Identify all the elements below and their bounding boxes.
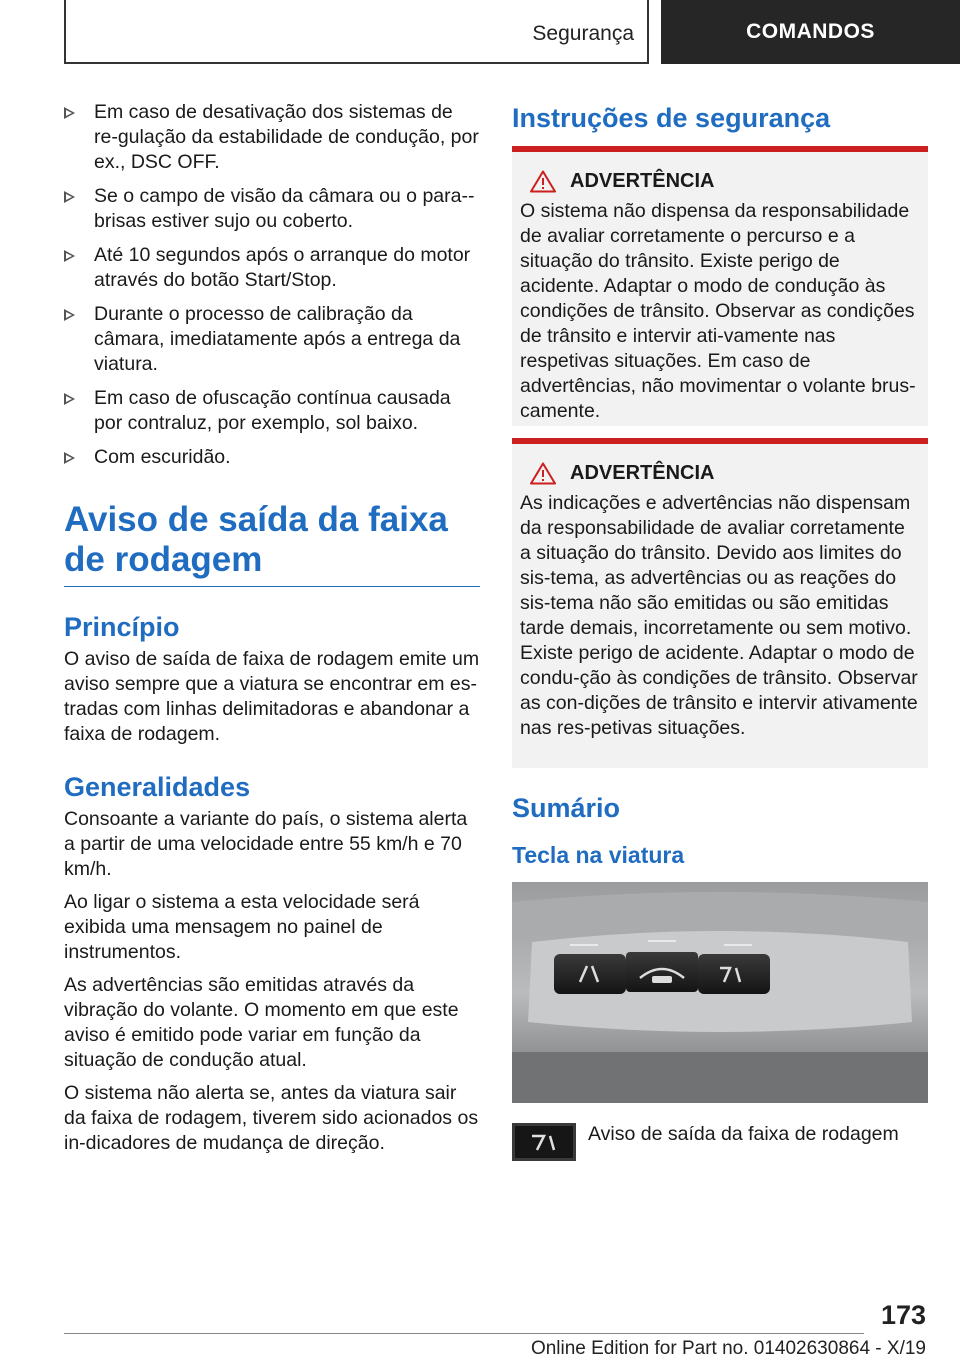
list-item: Em caso de desativação dos sistemas de re-gulação da estabilidade de condução, por ex., DSC OFF.: [64, 100, 480, 175]
button-panel-photo: [512, 882, 928, 1103]
warning-header: [520, 462, 920, 485]
warning-header: [520, 170, 920, 193]
sumario-heading: Sumário: [512, 793, 621, 823]
principio-heading: Princípio: [64, 612, 180, 642]
triangle-bullet-icon: [64, 191, 75, 203]
legend-label: Aviso de saída da faixa de rodagem: [588, 1123, 899, 1145]
footer-edition: Online Edition for Part no. 01402630864 - X/19: [530, 1338, 926, 1359]
triangle-bullet-icon: [64, 452, 75, 464]
triangle-bullet-icon: [64, 309, 75, 321]
generalidades-paragraph: O sistema não alerta se, antes da viatura sair da faixa de rodagem, tiverem sido acionados os in-dicadores de mudança de direção.: [64, 1082, 479, 1154]
header-section-title: Segurança: [532, 22, 634, 45]
condition-list: [64, 100, 480, 470]
safety-heading: Instruções de segurança: [512, 103, 831, 133]
warning-text: As indicações e advertências não dispensam da responsabilidade de avaliar corretamente a situação do trânsito. Devido aos limites do sis-tema, as advertências ou as reações do sis-tema não são emitidas ou são emitidas tarde demais, incorretamente ou sem motivo. Existe perigo de acidente. Adaptar o modo de condu-ção às condições de trânsito. Observar as con-dições de trânsito e intervir ativamente nas res-petivas situações.: [520, 492, 918, 739]
header-chapter-tab: COMANDOS: [661, 0, 960, 64]
legend-row: [512, 1123, 928, 1161]
tecla-heading: Tecla na viatura: [512, 842, 685, 868]
triangle-bullet-icon: [64, 393, 75, 405]
principio-text: O aviso de saída de faixa de rodagem emite um aviso sempre que a viatura se encontrar em es-tradas com linhas delimitadoras e abandonar a faixa de rodagem.: [64, 648, 480, 745]
footer-divider: [64, 1333, 864, 1334]
list-item: Em caso de ofuscação contínua causada por contraluz, por exemplo, sol baixo.: [64, 386, 480, 436]
page-number: 173: [880, 1300, 926, 1330]
left-column: [64, 100, 480, 1164]
warning-title: ADVERTÊNCIA: [570, 462, 715, 484]
warning-text: O sistema não dispensa da responsabilidade de avaliar corretamente o percurso e a situação do trânsito. Existe perigo de acidente. Adaptar o modo de condução às condições de trânsito. Observar as condições de trânsito e intervir ati-vamente nas respetivas situações. Em caso de advertências, não movimentar o volante brus-camente.: [520, 200, 916, 422]
list-item: Se o campo de visão da câmara ou o para--brisas estiver sujo ou coberto.: [64, 184, 480, 234]
warning-box: [512, 146, 928, 426]
generalidades-heading: Generalidades: [64, 772, 251, 802]
warning-title: ADVERTÊNCIA: [570, 170, 715, 192]
right-column: [512, 100, 928, 1161]
list-item: Até 10 segundos após o arranque do motor através do botão Start/Stop.: [64, 243, 480, 293]
list-item: Durante o processo de calibração da câmara, imediatamente após a entrega da viatura.: [64, 302, 480, 377]
section-heading: Aviso de saída da faixa de rodagem: [64, 500, 480, 587]
warning-triangle-icon: [530, 170, 556, 193]
triangle-bullet-icon: [64, 107, 75, 119]
list-item: Com escuridão.: [64, 445, 480, 470]
triangle-bullet-icon: [64, 250, 75, 262]
generalidades-paragraph: Consoante a variante do país, o sistema alerta a partir de uma velocidade entre 55 km/h e 70 km/h.: [64, 808, 468, 880]
warning-triangle-icon: [530, 462, 556, 485]
warning-box: [512, 438, 928, 768]
generalidades-paragraph: As advertências são emitidas através da vibração do volante. O momento em que este aviso é emitido pode variar em função da situação de condução atual.: [64, 974, 459, 1071]
generalidades-paragraph: Ao ligar o sistema a esta velocidade será exibida uma mensagem no painel de instrumentos.: [64, 891, 420, 963]
lane-departure-warning-button-icon: [512, 1123, 576, 1161]
